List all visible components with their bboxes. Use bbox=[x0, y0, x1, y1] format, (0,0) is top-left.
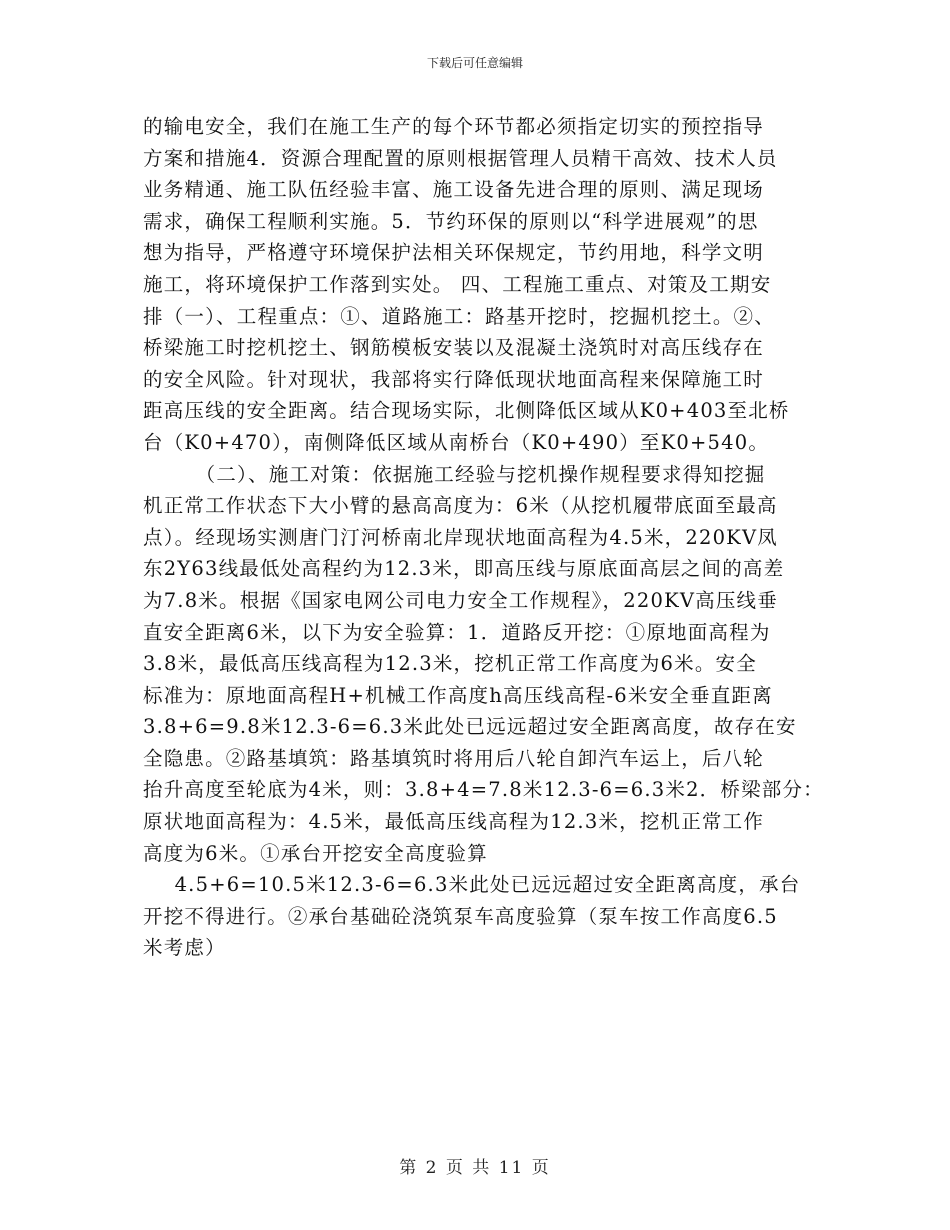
paragraph-line: 3.8米，最低高压线高程为12.3米，挖机正常工作高度为6米。安全 bbox=[143, 652, 757, 676]
paragraph-line: 为7.8米。根据《国家电网公司电力安全工作规程》，220KV高压线垂 bbox=[143, 588, 778, 612]
paragraph-line: 台（K0+470），南侧降低区域从南桥台（K0+490）至K0+540。 bbox=[143, 430, 770, 454]
paragraph-line: 标准为：原地面高程H+机械工作高度h高压线高程-6米安全垂直距离 bbox=[143, 683, 773, 707]
paragraph-line: 全隐患。②路基填筑：路基填筑时将用后八轮自卸汽车运上，后八轮 bbox=[143, 746, 765, 770]
page-header: 下载后可任意编辑 bbox=[426, 56, 523, 70]
paragraph-line: 3.8+6=9.8米12.3-6=6.3米此处已远远超过安全距离高度，故存在安 bbox=[143, 715, 797, 739]
paragraph-line: 方案和措施4．资源合理配置的原则根据管理人员精干高效、技术人员 bbox=[143, 146, 778, 170]
paragraph-line: 开挖不得进行。②承台基础砼浇筑泵车高度验算（泵车按工作高度6.5 bbox=[143, 904, 778, 928]
paragraph-line: （二）、施工对策：依据施工经验与挖机操作规程要求得知挖掘 bbox=[195, 462, 766, 486]
paragraph-line: 想为指导，严格遵守环境保护法相关环保规定，节约用地，科学文明 bbox=[143, 241, 765, 265]
paragraph-line: 抬升高度至轮底为4米，则：3.8+4=7.8米12.3-6=6.3米2．桥梁部分： bbox=[143, 778, 824, 802]
paragraph-line: 原状地面高程为：4.5米，最低高压线高程为12.3米，挖机正常工作 bbox=[143, 810, 765, 834]
paragraph-line: 需求，确保工程顺利实施。5．节约环保的原则以“科学进展观”的思 bbox=[143, 209, 759, 233]
paragraph-line: 高度为6米。①承台开挖安全高度验算 bbox=[143, 841, 488, 865]
paragraph-line: 东2Y63线最低处高程约为12.3米，即高压线与原底面高层之间的高差 bbox=[143, 557, 785, 581]
paragraph-line: 点）。经现场实测唐门汀河桥南北岸现状地面高程为4.5米，220KV凤 bbox=[143, 525, 778, 549]
paragraph-line: 的输电安全，我们在施工生产的每个环节都必须指定切实的预控指导 bbox=[143, 115, 765, 138]
paragraph-line: 业务精通、施工队伍经验丰富、施工设备先进合理的原则、满足现场 bbox=[143, 178, 765, 202]
document-body bbox=[143, 111, 823, 964]
paragraph-line: 桥梁施工时挖机挖土、钢筋模板安装以及混凝土浇筑时对高压线存在 bbox=[143, 336, 765, 360]
paragraph-line: 排（一）、工程重点：①、道路施工：路基开挖时，挖掘机挖土。②、 bbox=[143, 304, 775, 328]
paragraph-line: 机正常工作状态下大小臂的悬高高度为：6米（从挖机履带底面至最高 bbox=[143, 494, 778, 518]
paragraph-line: 米考虑） bbox=[143, 936, 226, 960]
paragraph-line: 4.5+6=10.5米12.3-6=6.3米此处已远远超过安全距离高度，承台 bbox=[174, 873, 801, 897]
page-number-footer: 第 2 页 共 11 页 bbox=[399, 1158, 551, 1178]
paragraph-line: 施工，将环境保护工作落到实处。 四、工程施工重点、对策及工期安 bbox=[143, 272, 772, 296]
paragraph-line: 的安全风险。针对现状，我部将实行降低现状地面高程来保障施工时 bbox=[143, 367, 765, 391]
paragraph-line: 直安全距离6米，以下为安全验算：1．道路反开挖：①原地面高程为 bbox=[143, 620, 771, 644]
paragraph-line: 距高压线的安全距离。结合现场实际，北侧降低区域从K0+403至北桥 bbox=[143, 399, 790, 423]
